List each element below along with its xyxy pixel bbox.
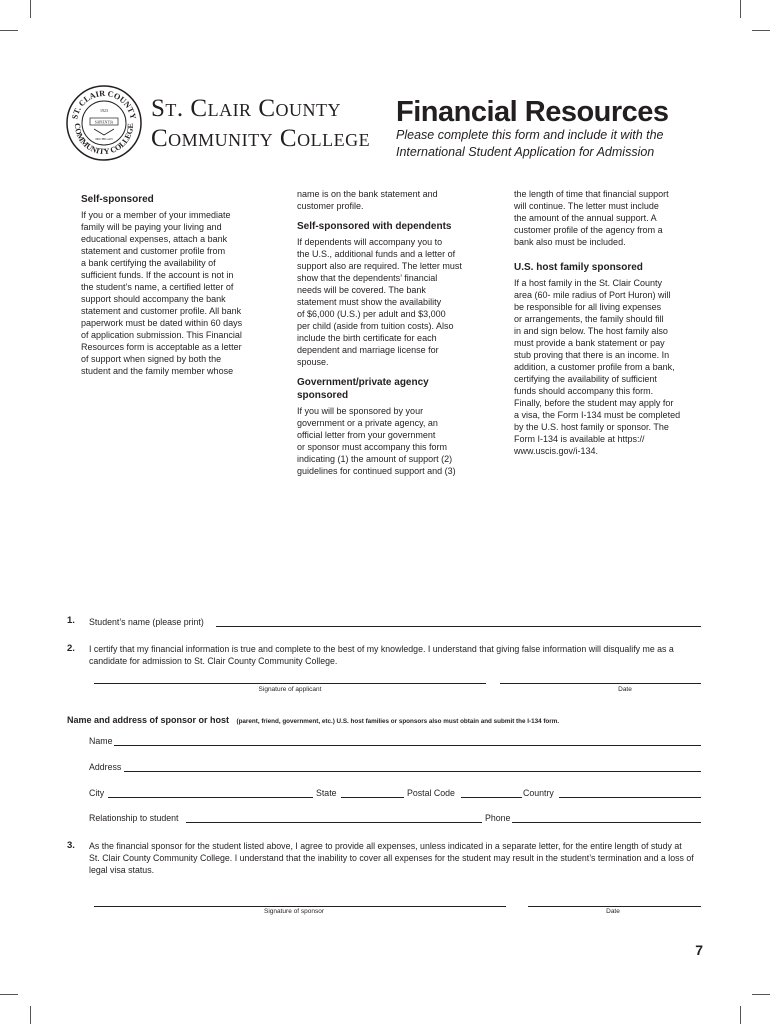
column-1: [81, 193, 281, 377]
sponsor-phone-label: Phone: [485, 813, 511, 823]
relationship-field[interactable]: [186, 822, 482, 823]
crop-mark: [0, 994, 18, 995]
crop-mark: [752, 30, 770, 31]
crop-mark: [740, 0, 741, 18]
sponsor-heading-text: Name and address of sponsor or host: [67, 715, 230, 725]
crop-mark: [0, 30, 18, 31]
sponsor-city-label: City: [89, 788, 105, 798]
applicant-date-field[interactable]: [500, 683, 701, 684]
self-sponsored-continued: name is on the bank statement and customer profile.: [297, 189, 438, 211]
page-title: Financial Resources: [396, 96, 669, 128]
svg-text:COMMUNITY COLLEGE: COMMUNITY COLLEGE: [72, 123, 136, 157]
host-family-heading: U.S. host family sponsored: [514, 262, 643, 273]
svg-text:ST. CLAIR COUNTY: ST. CLAIR COUNTY: [70, 88, 138, 121]
page-number: 7: [695, 942, 703, 958]
column-2: [297, 188, 497, 477]
column-3: [514, 188, 714, 457]
date-caption: Date: [606, 908, 620, 915]
government-heading: Government/private agency sponsored: [297, 377, 429, 401]
sponsor-country-field[interactable]: [559, 797, 701, 798]
college-name-line2: Community College: [151, 125, 371, 152]
crop-mark: [752, 994, 770, 995]
sponsor-postal-code-field[interactable]: [461, 797, 522, 798]
host-family-body: If a host family in the St. Clair County area (60- mile radius of Port Huron) will be responsible for all living expenses or arrangements, the family should fill in and sign below. The host family also must provide a bank statement or pay stub proving that there is an income. In addition, a customer profile from a bank, certifying the availability of sufficient funds should accompany this form. Finally, before the student may apply for a visa, the Form I-134 must be completed by the U.S. host family or sponsor. The Form I-134 is available at https:// www.uscis.gov/i-134.: [514, 278, 681, 456]
student-name-label: Student’s name (please print): [89, 617, 204, 627]
page-subtitle: Please complete this form and include it with the International Student Application for Admission: [396, 128, 664, 159]
self-sponsored-heading: Self-sponsored: [81, 194, 154, 205]
government-body: If you will be sponsored by your government or a private agency, an official letter from your government or sponsor must accompany this form indicating (1) the amount of support (2) guidelines for continued support and (3): [297, 406, 456, 476]
sponsor-name-label: Name: [89, 736, 113, 746]
question-3-number: 3.: [67, 840, 75, 851]
sponsor-section-heading: [67, 710, 559, 728]
sponsor-name-field[interactable]: [114, 745, 701, 746]
student-name-field[interactable]: [216, 626, 701, 627]
sponsor-address-label: Address: [89, 762, 122, 772]
svg-text:1923: 1923: [100, 108, 108, 113]
sponsor-heading-note: (parent, friend, government, etc.) U.S. host families or sponsors also must obtain and submit the I-134 form.: [236, 718, 560, 725]
government-continued: the length of time that financial support will continue. The letter must include the amount of the annual support. A customer profile of the agency from a bank also must be included.: [514, 189, 669, 247]
svg-text:SAPIENTIA: SAPIENTIA: [94, 120, 114, 125]
signature-sponsor-caption: Signature of sponsor: [264, 908, 324, 915]
certification-text: I certify that my financial information is true and complete to the best of my knowledge. I understand that giving false information will disqualify me as a candidate for admission to St. Clair County Community College.: [89, 644, 674, 666]
crop-mark: [30, 1006, 31, 1024]
sponsor-agreement-text: As the financial sponsor for the student listed above, I agree to provide all expenses, unless indicated in a separate letter, for the entire length of study at St. Clair County Community College. I understand that the inability to cover all expenses for the student may result in the student’s termination and a loss of legal visa status.: [89, 841, 694, 875]
crop-mark: [740, 1006, 741, 1024]
self-sponsored-body: If you or a member of your immediate family will be paying your living and educational expenses, attach a bank statement and customer profile from a bank certifying the availability of sufficient funds. If the account is not in the student’s name, a certified letter of support should accompany the bank statement and customer profile. All bank paperwork must be dated within 60 days of application submission. This Financial Resources form is acceptable as a letter of support when signed by both the student and the family member whose: [81, 210, 243, 376]
college-name: [151, 94, 370, 154]
date-caption: Date: [618, 686, 632, 693]
dependents-body: If dependents will accompany you to the U.S., additional funds and a letter of support also are required. The letter must show that the dependents’ financial needs will be covered. The bank statement must show the availability of $6,000 (U.S.) per adult and $3,000 per child (aside from tuition costs). Also include the birth certificate for each dependent and marriage license for spouse.: [297, 237, 462, 367]
sponsor-postal-code-label: Postal Code: [407, 788, 455, 798]
sponsor-signature-field[interactable]: [94, 906, 506, 907]
college-name-line1: St. Clair County: [151, 95, 341, 122]
sponsor-phone-field[interactable]: [512, 822, 701, 823]
signature-applicant-caption: Signature of applicant: [258, 686, 322, 693]
applicant-signature-field[interactable]: [94, 683, 486, 684]
college-seal-logo: [66, 85, 142, 161]
relationship-label: Relationship to student: [89, 813, 179, 823]
sponsor-date-field[interactable]: [528, 906, 701, 907]
question-2-number: 2.: [67, 643, 75, 654]
sponsor-state-label: State: [316, 788, 337, 798]
crop-mark: [30, 0, 31, 18]
sponsor-address-field[interactable]: [124, 771, 701, 772]
sponsor-country-label: Country: [523, 788, 554, 798]
question-1-number: 1.: [67, 615, 75, 626]
dependents-heading: Self-sponsored with dependents: [297, 221, 452, 232]
sponsor-city-field[interactable]: [108, 797, 313, 798]
svg-text:MICHIGAN: MICHIGAN: [95, 137, 113, 141]
sponsor-state-field[interactable]: [341, 797, 404, 798]
